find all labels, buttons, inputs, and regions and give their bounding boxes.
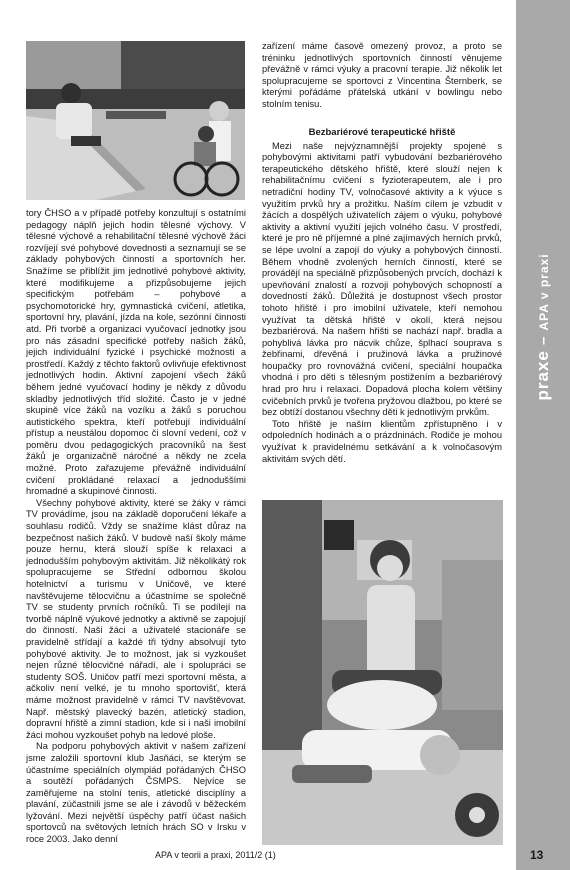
playground-photo-image bbox=[26, 41, 245, 200]
therapy-photo bbox=[262, 500, 503, 845]
section-side-label bbox=[533, 253, 553, 400]
playground-photo bbox=[26, 41, 245, 200]
section-label-primary: praxe bbox=[533, 350, 552, 401]
section-heading: Bezbariérové terapeutické hřiště bbox=[308, 127, 456, 138]
section-label-secondary: APA v praxi bbox=[537, 253, 551, 331]
paragraph: Na podporu pohybových aktivit v našem zařízení jsme založili sportovní klub Jasňáci, se kterým se účastníme speciálních olympiád pořádaných ČHSO a soutěží pořádaných ČSMPS. Nejvíce se zaměřujeme na stolní tenis, atletické disciplíny a plavání, zúčastnili jsme se ale i závodů v běžeckém lyžování. Mezi největší úspěchy patří účast našich sportovců na světových letních hrách SO v Irsku v roce 2003. Jako denní bbox=[26, 741, 246, 845]
right-section-text bbox=[262, 127, 502, 495]
page-number: 13 bbox=[530, 848, 544, 862]
paragraph: Mezi naše nejvýznamnější projekty spojené s pohybovými aktivitami patří vybudování bezbariérového terapeutického dětského hřiště, které slouží nejen k rehabilitačnímu cvičení s fyzioterapeutem, ale i pro netradiční hodiny TV, volnočasové aktivity a k výuce s využitím prvků hry a prožitku. Naším cílem je vzbudit v žácích a dospělých uživatelích zájem o výuku, pohybové aktivity a aktivní využití jejich volného času. V prostředí, které je pro ně příjemné a plné zajímavých herních prvků, se lépe uvolní a zapojí do výuky a pohybových činností. Během vhodně zvolených herních činností, které se provádějí na speciálně přizpůsobených prvcích, dochází k upevňování znalostí a rozvoji pohybových schopností a dovedností žáků. Důležitá je dostupnost všech prostor tohoto hřiště i pro imobilní uživatele, kteří nemohou využívat ta dětská hřiště v okolí, která nejsou bezbariérová. Na našem hřišti se nachází např. bradla a pohyblivá lávka pro nácvik chůze, šplhací souprava s žebřinami, dřevěná i pružinová lávka a pružinové houpačky pro rovnovážná cvičení, speciální houpačka vhodná i pro děti s tělesným postižením a bezbariérový hrad pro hru i relaxaci. Dopadová plocha kolem většiny cvičebních prvků je tvořena pryžovou dlažbou, po které se bez obtíží dostanou všechny děti k jednotlivým prvkům. bbox=[262, 140, 502, 418]
paragraph: tory ČHSO a v případě potřeby konzultují s ostatními pedagogy náplň jejich hodin tělesné výchovy. V tělesné výchově a rehabilitační tělesné výchově žáci rozvíjejí své pohybové dovednosti a seznamují se se základy pohybových činností a sportovních her. Snažíme se přiblížit jim jednotlivé pohybové aktivity, které modifikujeme a přizpůsobujeme jejich specifickým potřebám – pohybové a psychomotorické hry, gymnastická cvičení, atletika, sportovní hry, plavání, jízda na kole, sezónní činnosti atd. Při tvorbě a organizaci vyučovací jednotky jsou pro nás zásadní specifické potřeby našich žáků, jejich individuální fyzické i psychické možnosti a prostředí. Každý z těchto faktorů ovlivňuje efektivnost jednotlivých hodin. Aktivní zapojení všech žáků během jedné vyučovací hodiny je někdy z důvodu skladby jednotlivých tříd složité. Často je v jedné skupině více žáků na vozíku a žáků s poruchou autistického spektra, kteří potřebují individuální přístup a neustálou dopomoc či slovní vedení, což v poměru dvou pedagogických pracovníků na šest žáků je organizačně náročné a někdy ne zcela možné. Proto zařazujeme převážně individuální cvičení prokládané relaxací a jednoduššími hromadné a skupinové činnosti. bbox=[26, 208, 246, 497]
therapy-photo-image bbox=[262, 500, 503, 845]
section-side-band bbox=[516, 0, 570, 870]
right-top-text bbox=[262, 41, 502, 116]
section-label-dash: – bbox=[535, 330, 552, 351]
paragraph: Toto hřiště je naším klientům zpřístupněno i v odpoledních hodinách a o prázdninách. Rodiče je mohou využívat k pravidelnému setkávání a k volnočasovým aktivitám svých dětí. bbox=[262, 418, 502, 464]
left-text-column bbox=[26, 208, 246, 848]
journal-citation: APA v teorii a praxi, 2011/2 (1) bbox=[155, 850, 276, 860]
paragraph: zařízení máme časově omezený provoz, a proto se tréninku jednotlivých sportovních činností věnujeme převážně v rámci výuky a pracovní terapie. Již několik let spolupracujeme se sportovci z Vincentina Šternberk, se kterými pořádáme přátelská utkání v bowlingu nebo stolním tenisu. bbox=[262, 41, 502, 109]
paragraph: Všechny pohybové aktivity, které se žáky v rámci TV provádíme, jsou na základě doporučení lékaře a souhlasu rodičů. Vždy se snažíme klást důraz na bezpečnost našich žáků. V budově naší školy máme pouze hernu, která slouží spíše k relaxaci a jednodušším pohybovým aktivitám. Již několikátý rok spolupracujeme se Střední odbornou školou hotelnictví a turismu v Uničově, ve které navštěvujeme tělocvičnu a účastníme se společně TV se studenty prvních ročníků. Ti se podílejí na tvorbě náplně výukové jednotky a aktivně se zapojují do činností. Naši žáci a uživatelé stacionáře se pravidelně střídají a každé tři týdny absolvují tyto pohybové aktivity. Je to možnost, jak si vyzkoušet nejen různé tělocvičné nářadí, ale i spolupráci se studenty SOŠ. Uničov patří mezi sportovní města, a ačkoliv není velké, je tu mnoho sportovišť, která máme možnost pravidelně v rámci TV navštěvovat. Např. městský plavecký bazén, atletický stadion, dopravní hřiště a zimní stadion, kde si i naši imobilní žáci mohou vyzkoušet pohyb na ledové ploše. bbox=[26, 497, 246, 740]
page-footer bbox=[0, 846, 570, 866]
